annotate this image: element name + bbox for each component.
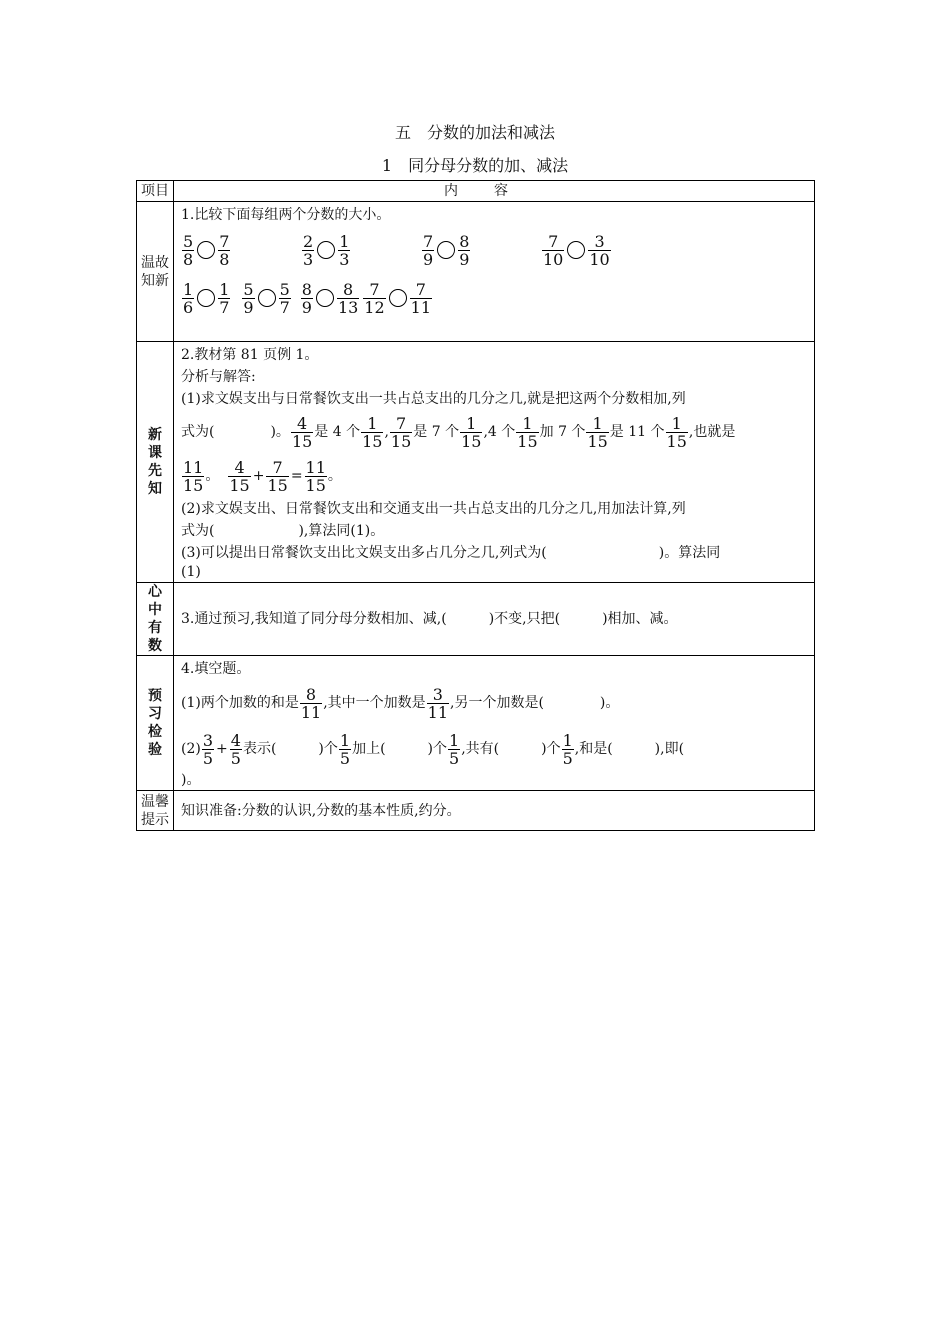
row-label-tip: 温馨提示 xyxy=(137,791,174,831)
summary-content xyxy=(174,583,815,656)
fraction: $\frac{1}{6}$ xyxy=(183,279,194,317)
compare-pair xyxy=(421,233,541,268)
fraction: $\frac{5}{8}$ xyxy=(183,231,194,269)
header-item: 项目 xyxy=(137,181,174,202)
fraction: $\frac{11}{15}$ xyxy=(183,457,204,495)
part-2-text: (2)求文娱支出、日常餐饮支出和交通支出一共占总支出的几分之几,用加法计算,列 xyxy=(181,501,686,517)
fraction: $\frac{7}{11}$ xyxy=(410,279,432,317)
part-1-fractions: 式为( )。 $\frac{4}{15}$ 是 4 个 $\frac{1}{15}$ , $\frac{7}{15}$ 是 7 个 $\frac{1}{15}$ , 4 个 $\frac{1}{15}$ 加 7 个 $\frac{1}{15}$ 是 11 个 $\frac{1}{15}$ ,也就是 xyxy=(181,413,736,451)
part-1-equation: $\frac{11}{15}$ 。 $\frac{4}{15}$ + $\frac{7}{15}$ = $\frac{11}{15}$ 。 xyxy=(183,457,342,495)
fraction: $\frac{2}{3}$ xyxy=(303,231,314,269)
table-header-row xyxy=(137,181,815,202)
fraction: $\frac{7}{9}$ xyxy=(423,231,434,269)
row-label-summary: 心中有数 xyxy=(137,583,174,656)
fraction: $\frac{5}{9}$ xyxy=(243,279,254,317)
question-4-part-1: (1)两个加数的和是 $\frac{8}{11}$ ,其中一个加数是 $\frac{3}{11}$ ,另一个加数是( )。 xyxy=(181,684,620,722)
compare-line-2 xyxy=(181,274,808,322)
review-content xyxy=(174,202,815,342)
compare-circle[interactable] xyxy=(317,241,335,259)
tip-text: 知识准备:分数的认识,分数的基本性质,约分。 xyxy=(181,802,461,819)
compare-pair xyxy=(362,281,433,316)
compare-pair xyxy=(181,233,301,268)
fraction: $\frac{7}{15}$ xyxy=(267,457,288,495)
fraction: $\frac{5}{7}$ xyxy=(279,279,290,317)
fraction: $\frac{1}{15}$ xyxy=(362,413,383,451)
fraction: $\frac{3}{10}$ xyxy=(589,231,610,269)
fraction: $\frac{3}{11}$ xyxy=(427,684,449,722)
chapter-title: 五 分数的加法和减法 xyxy=(394,123,555,142)
section-title: 1 同分母分数的加、减法 xyxy=(381,156,569,175)
compare-circle[interactable] xyxy=(197,241,215,259)
question-1: 1.比较下面每组两个分数的大小。 xyxy=(181,207,391,223)
check-content xyxy=(174,656,815,791)
analysis-label: 分析与解答: xyxy=(181,369,256,385)
compare-circle[interactable] xyxy=(316,289,334,307)
fraction: $\frac{1}{15}$ xyxy=(517,413,538,451)
fraction: $\frac{1}{3}$ xyxy=(339,231,350,269)
fraction: $\frac{8}{11}$ xyxy=(300,684,322,722)
fraction: $\frac{1}{15}$ xyxy=(587,413,608,451)
fraction: $\frac{1}{5}$ xyxy=(449,730,460,768)
table-row xyxy=(137,342,815,583)
fraction: $\frac{8}{9}$ xyxy=(459,231,470,269)
table-row xyxy=(137,656,815,791)
row-label-check: 预习检验 xyxy=(137,656,174,791)
fraction: $\frac{7}{8}$ xyxy=(219,231,230,269)
table-row xyxy=(137,583,815,656)
fraction: $\frac{8}{9}$ xyxy=(301,279,312,317)
header-content: 内容 xyxy=(174,181,815,202)
new-lesson-content xyxy=(174,342,815,583)
fraction: $\frac{7}{15}$ xyxy=(390,413,412,451)
part-2-formula: 式为( ),算法同(1)。 xyxy=(181,523,385,539)
row-label-review: 温故知新 xyxy=(137,202,174,342)
compare-circle[interactable] xyxy=(389,289,407,307)
question-4-part-2: (2) $\frac{3}{5}$ + $\frac{4}{5}$ 表示( )个 $\frac{1}{5}$ 加上( )个 $\frac{1}{5}$ ,共有( )个 $\frac{1}{5}$ ,和是( ),即( xyxy=(181,730,685,768)
fraction: $\frac{1}{15}$ xyxy=(461,413,482,451)
fraction: $\frac{7}{12}$ xyxy=(364,279,385,317)
table-row xyxy=(137,791,815,831)
fraction: $\frac{11}{15}$ xyxy=(305,457,326,495)
compare-pair xyxy=(241,281,291,316)
fraction: $\frac{1}{5}$ xyxy=(339,730,351,768)
compare-circle[interactable] xyxy=(437,241,455,259)
study-table xyxy=(136,180,815,831)
question-3: 3.通过预习,我知道了同分母分数相加、减,( )不变,只把( )相加、减。 xyxy=(181,611,678,627)
fraction: $\frac{1}{15}$ xyxy=(666,413,687,451)
question-4-end: )。 xyxy=(181,772,201,788)
fraction: $\frac{8}{13}$ xyxy=(337,279,359,317)
question-2: 2.教材第 81 页例 1。 xyxy=(181,347,319,363)
fraction: $\frac{4}{5}$ xyxy=(230,730,241,768)
part-3-end: (1) xyxy=(181,564,201,580)
question-4: 4.填空题。 xyxy=(181,661,251,677)
compare-pair xyxy=(300,281,361,316)
compare-circle[interactable] xyxy=(567,241,585,259)
part-1-text: (1)求文娱支出与日常餐饮支出一共占总支出的几分之几,就是把这两个分数相加,列 xyxy=(181,391,686,407)
fraction: $\frac{1}{5}$ xyxy=(562,730,573,768)
fraction: $\frac{4}{15}$ xyxy=(291,413,313,451)
tip-content xyxy=(174,791,815,831)
compare-line-1 xyxy=(181,226,808,274)
compare-pair xyxy=(181,281,231,316)
fraction: $\frac{3}{5}$ xyxy=(202,730,214,768)
compare-pair xyxy=(541,233,612,268)
table-row xyxy=(137,202,815,342)
fraction: $\frac{7}{10}$ xyxy=(543,231,564,269)
row-label-preview: 新课先知 xyxy=(137,342,174,583)
compare-pair xyxy=(301,233,421,268)
compare-circle[interactable] xyxy=(258,289,276,307)
part-3-text: (3)可以提出日常餐饮支出比文娱支出多占几分之几,列式为( )。算法同 xyxy=(181,545,721,561)
fraction: $\frac{1}{7}$ xyxy=(219,279,230,317)
compare-circle[interactable] xyxy=(197,289,215,307)
fraction: $\frac{4}{15}$ xyxy=(229,457,250,495)
